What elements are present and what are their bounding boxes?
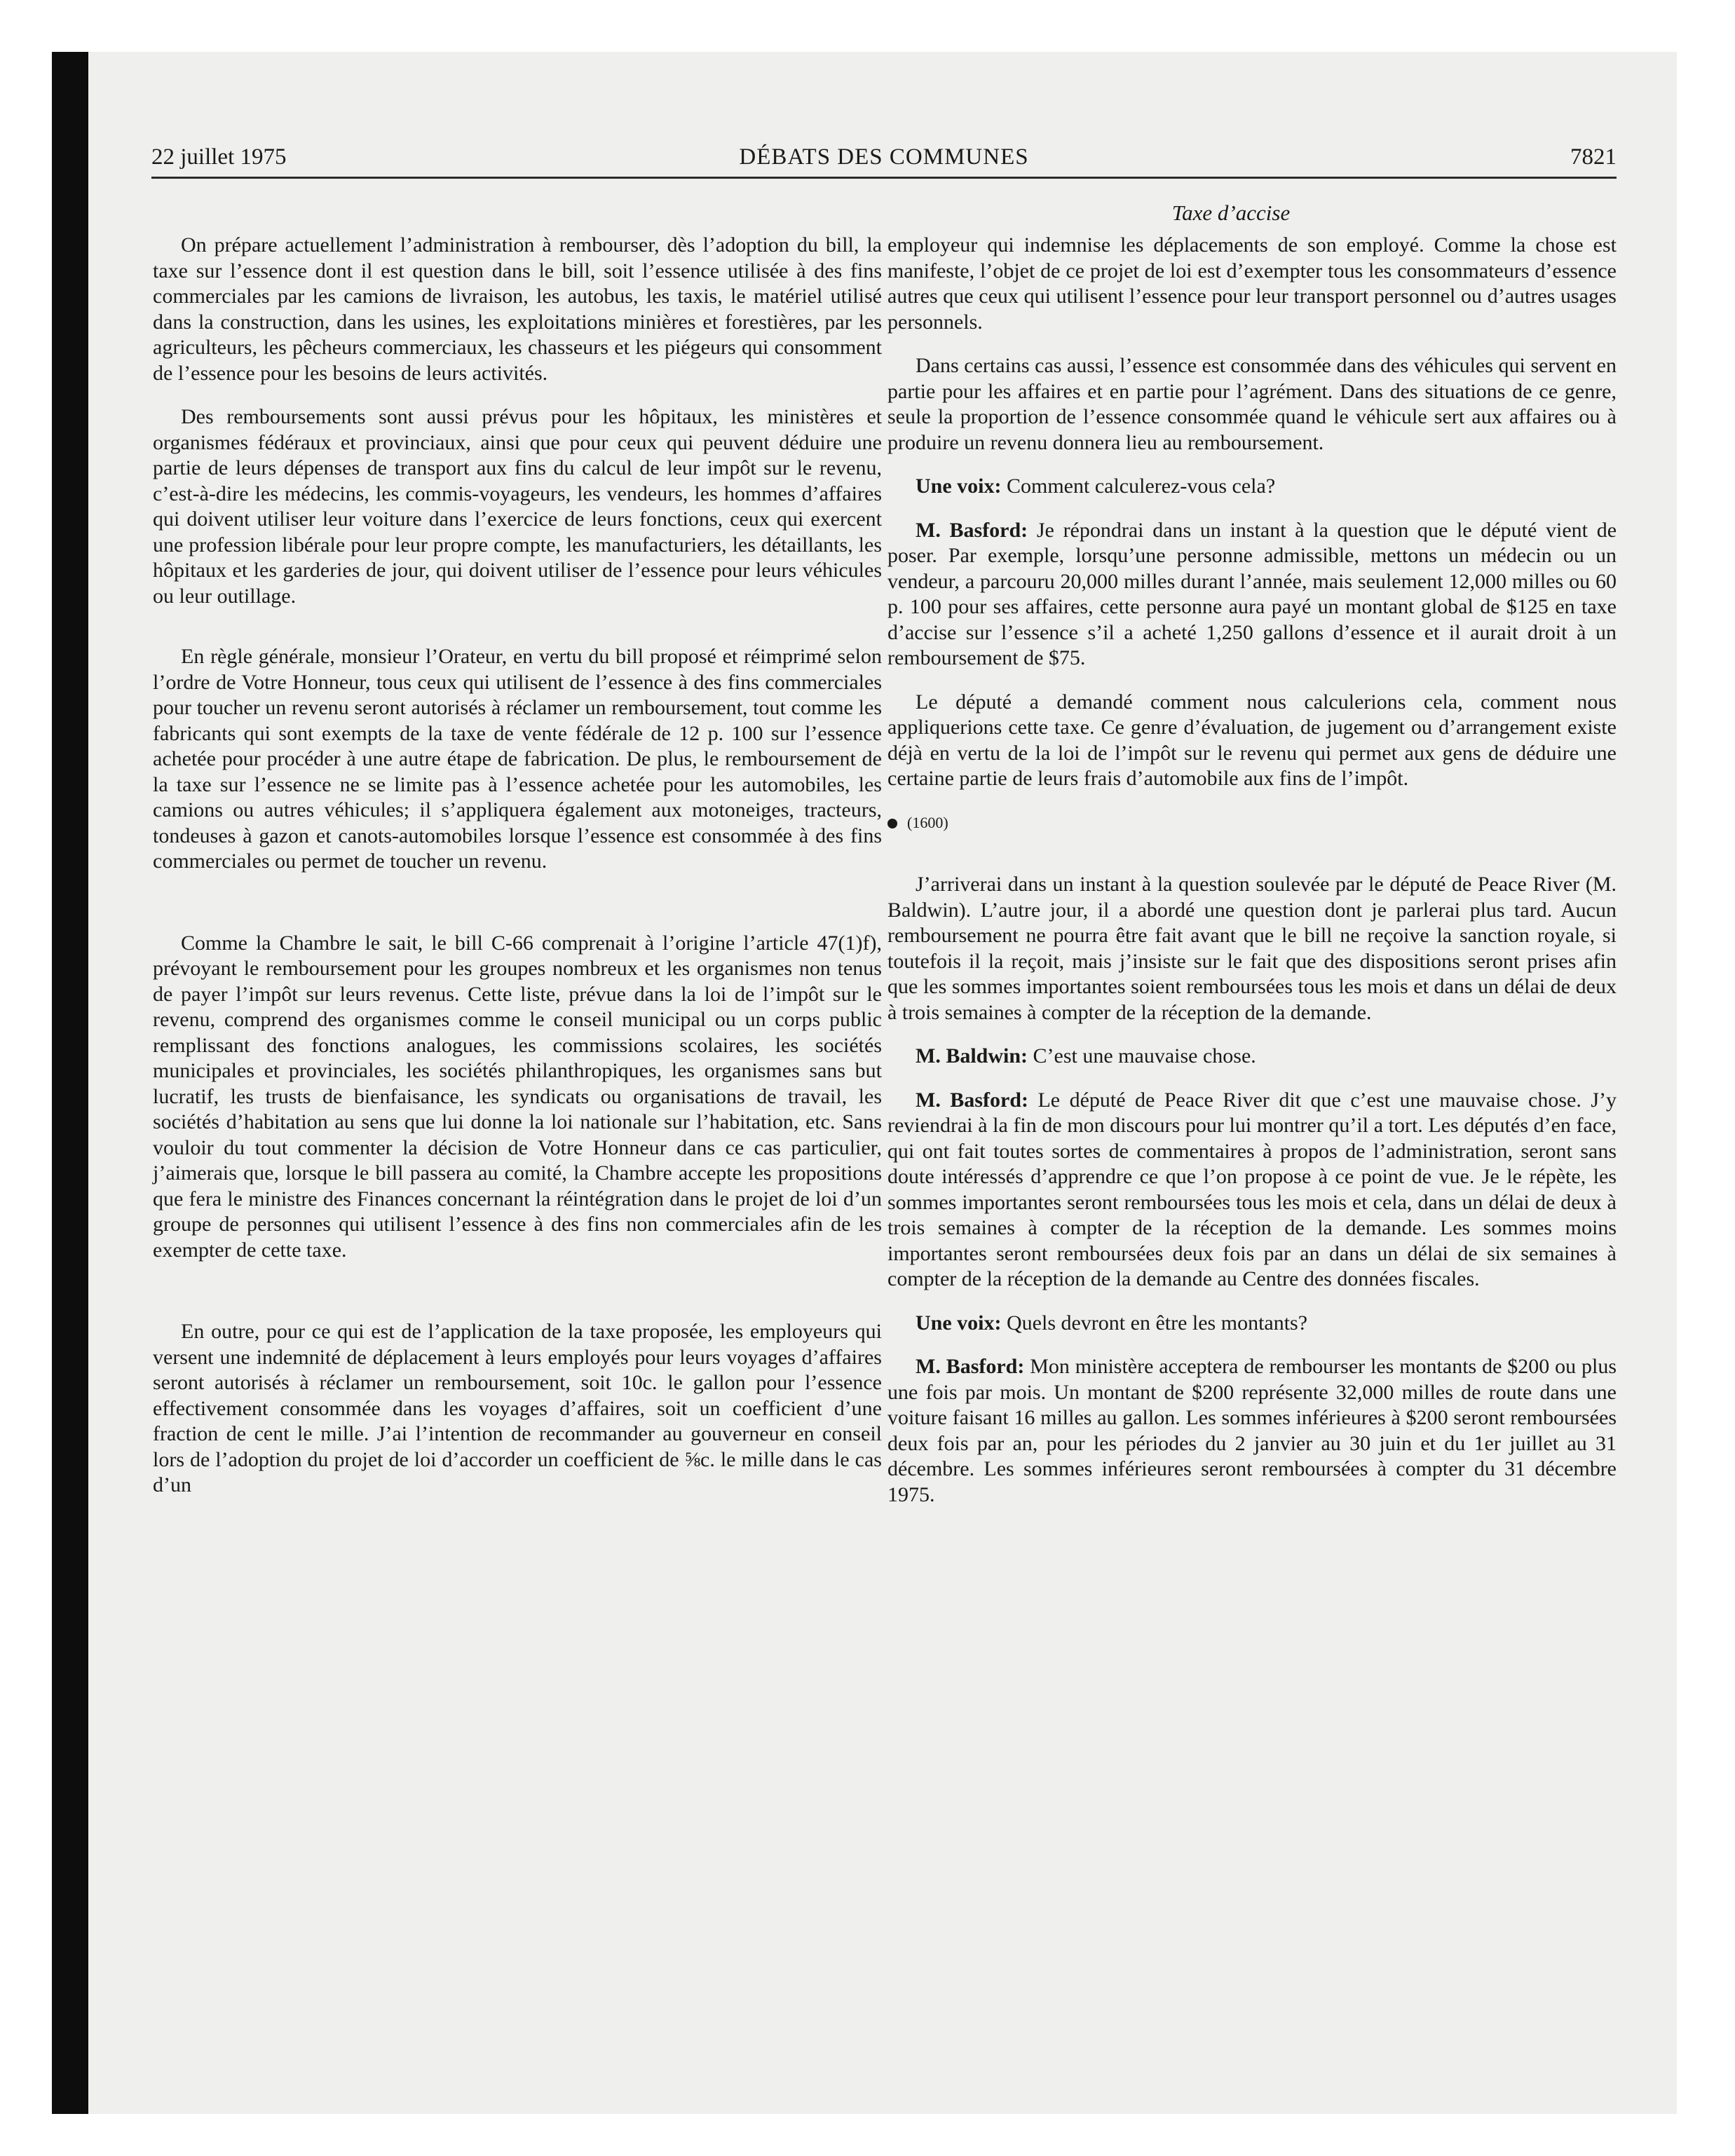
- speech-text: Je répondrai dans un instant à la question que le député vient de poser. Par exemple, lorsqu’une personne admissible, mettons un médecin ou un vendeur, a parcouru 20,000 milles durant l’année, mais seulement 12,000 milles ou 60 p. 100 pour ses affaires, cette personne aura payé un montant global de $125 en taxe d’accise sur l’essence s’il a acheté 1,250 gallons d’essence et il aurait droit à un remboursement de $75.: [887, 518, 1617, 669]
- speaker-name: Une voix:: [916, 1311, 1002, 1335]
- speech-text: Quels devront en être les montants?: [1001, 1311, 1308, 1335]
- document-page: [88, 52, 1677, 2114]
- header-page-number: 7821: [1570, 144, 1617, 170]
- paragraph: employeur qui indemnise les déplacements de son employé. Comme la chose est manifeste, l’objet de ce projet de loi est d’exempter tous les consommateurs d’essence autres que ceux qui utilisent l’essence pour leur transport personnel ou d’autres usages personnels.: [887, 233, 1617, 334]
- paragraph: Des remboursements sont aussi prévus pour les hôpitaux, les ministères et organismes fédéraux et provinciaux, ainsi que pour ceux qui peuvent déduire une partie de leurs dépenses de transport aux fins du calcul de leur impôt sur le revenu, c’est-à-dire les médecins, les commis-voyageurs, les vendeurs, les hommes d’affaires qui doivent utiliser leur voiture dans l’exercice de leurs fonctions, ceux qui exercent une profession libérale pour leur propre compte, les manufacturiers, les détaillants, les hôpitaux et les garderies de jour, qui doivent utiliser de l’essence pour leurs véhicules ou leur outillage.: [153, 405, 882, 608]
- speaker-name: Une voix:: [916, 475, 1002, 498]
- speech: [887, 1088, 1617, 1292]
- header-journal-title: DÉBATS DES COMMUNES: [739, 144, 1029, 170]
- page-header: [151, 143, 1617, 179]
- speaker-name: M. Basford:: [916, 1088, 1028, 1112]
- left-column: [153, 233, 882, 1517]
- paragraph: En outre, pour ce qui est de l’application de la taxe proposée, les employeurs qui versent une indemnité de déplacement à leurs employés pour leurs voyages d’affaires seront autorisés à réclamer un remboursement, soit 10c. le gallon pour l’essence effectivement consommée dans les voyages d’affaires, soit un coefficient d’une fraction de cent le mille. J’ai l’intention de recommander au gouverneur en conseil lors de l’adoption du projet de loi d’accorder un coefficient de ⅝c. le mille dans le cas d’un: [153, 1320, 882, 1496]
- paragraph: Dans certains cas aussi, l’essence est consommée dans des véhicules qui servent en partie pour les affaires et en partie pour l’agrément. Dans des situations de ce genre, seule la proportion de l’essence consommée quand le véhicule sert aux affaires ou à produire un revenu donnera lieu au remboursement.: [887, 354, 1617, 454]
- speech: [887, 1311, 1617, 1337]
- paragraph: Comme la Chambre le sait, le bill C-66 comprenait à l’origine l’article 47(1)f), prévoyant le remboursement pour les groupes nombreux et les organismes non tenus de payer l’impôt sur leurs revenus. Cette liste, prévue dans la loi de l’impôt sur le revenu, comprend des organismes comme le conseil municipal ou un corps public remplissant des fonctions analogues, les commissions scolaires, les sociétés municipales et provinciales, les sociétés philanthropiques, les organismes sans but lucratif, les trusts de bienfaisance, les syndicats ou organisations de travail, les sociétés d’habitation au sens que lui donne la loi nationale sur l’habitation, etc. Sans vouloir du tout commenter la décision de Votre Honneur dans ce cas particulier, j’aimerais que, lorsque le bill passera au comité, la Chambre accepte les propositions que fera le ministre des Finances concernant la réintégration dans le projet de loi d’un groupe de personnes qui utilisent l’essence à des fins non commerciales afin de les exempter de cette taxe.: [153, 931, 882, 1262]
- right-column: [887, 233, 1617, 1526]
- speech: [887, 518, 1617, 671]
- speaker-name: M. Basford:: [916, 518, 1028, 542]
- subject-heading: Taxe d’accise: [1171, 200, 1291, 225]
- speech: [887, 1044, 1617, 1070]
- speech-text: Mon ministère acceptera de rembourser les montants de $200 ou plus une fois par mois. Un montant de $200 représente 32,000 milles de route dans une voiture faisant 16 milles au gallon. Les sommes inférieures à $200 seront remboursées deux fois par an, pour les périodes du 2 janvier au 30 juin et du 1er juillet au 31 décembre. Les sommes inférieures seront remboursées à compter du 31 décembre 1975.: [887, 1355, 1617, 1506]
- scan-edge: [52, 52, 88, 2114]
- speech-text: C’est une mauvaise chose.: [1028, 1044, 1256, 1067]
- paragraph: Le député a demandé comment nous calculerions cela, comment nous appliquerions cette taxe. Ce genre d’évaluation, de jugement ou d’arrangement existe déjà en vertu de la loi de l’impôt sur le revenu qui permet aux gens de déduire une certaine partie de leurs frais d’automobile aux fins de l’impôt.: [887, 690, 1617, 790]
- speaker-name: M. Basford:: [916, 1355, 1025, 1378]
- speaker-name: M. Baldwin:: [916, 1044, 1028, 1067]
- paragraph: On prépare actuellement l’administration à rembourser, dès l’adoption du bill, la taxe sur l’essence dont il est question dans le bill, soit l’essence utilisée à des fins commerciales par les camions de livraison, les autobus, les taxis, le matériel utilisé dans la construction, dans les usines, les exploitations minières et forestières, par les agriculteurs, les pêcheurs commerciaux, les chasseurs et les piégeurs qui consomment de l’essence pour les besoins de leurs activités.: [153, 233, 882, 385]
- header-date: 22 juillet 1975: [151, 144, 287, 170]
- paragraph: J’arriverai dans un instant à la question soulevée par le député de Peace River (M. Baldwin). L’autre jour, il a abordé une question dont je parlerai plus tard. Aucun remboursement ne pourra être fait avant que le bill ne reçoive la sanction royale, si toutefois il la reçoit, mais j’insiste sur le fait que des dispositions seront prises afin que les sommes importantes soient remboursées tous les mois et dans un délai de deux à trois semaines à compter de la réception de la demande.: [887, 873, 1617, 1024]
- time-marker: [887, 810, 1617, 836]
- time-marker-text: (1600): [907, 813, 948, 831]
- speech: [887, 1354, 1617, 1508]
- paragraph: En règle générale, monsieur l’Orateur, en vertu du bill proposé et réimprimé selon l’ordre de Votre Honneur, tous ceux qui utilisent de l’essence à des fins commerciales pour toucher un revenu seront autorisés à réclamer un remboursement, tout comme les fabricants qui sont exempts de la taxe de vente fédérale de 12 p. 100 sur l’essence achetée pour procéder à une autre étape de fabrication. De plus, le remboursement de la taxe sur l’essence ne se limite pas à l’essence achetée pour les automobiles, les camions ou autres véhicules; il s’appliquera également aux motoneiges, tracteurs, tondeuses à gazon et canots-automobiles lorsque l’essence est consommée à des fins commerciales ou permet de toucher un revenu.: [153, 645, 882, 873]
- bullet-icon: [887, 819, 897, 828]
- speech-text: Le député de Peace River dit que c’est une mauvaise chose. J’y reviendrai à la fin de mon discours pour lui montrer qu’il a tort. Les députés d’en face, qui ont fait toutes sortes de commentaires à propos de l’administration, seront sans doute intéressés d’apprendre ce que l’on propose à ce point de vue. Je le répète, les sommes importantes seront remboursées tous les mois et cela, dans un délai de deux à trois semaines à compter de la réception de la demande. Les sommes moins importantes seront remboursées deux fois par an dans un délai de six semaines à compter de la réception de la demande au Centre des données fiscales.: [887, 1088, 1617, 1290]
- speech-text: Comment calculerez-vous cela?: [1001, 475, 1276, 498]
- speech: [887, 474, 1617, 500]
